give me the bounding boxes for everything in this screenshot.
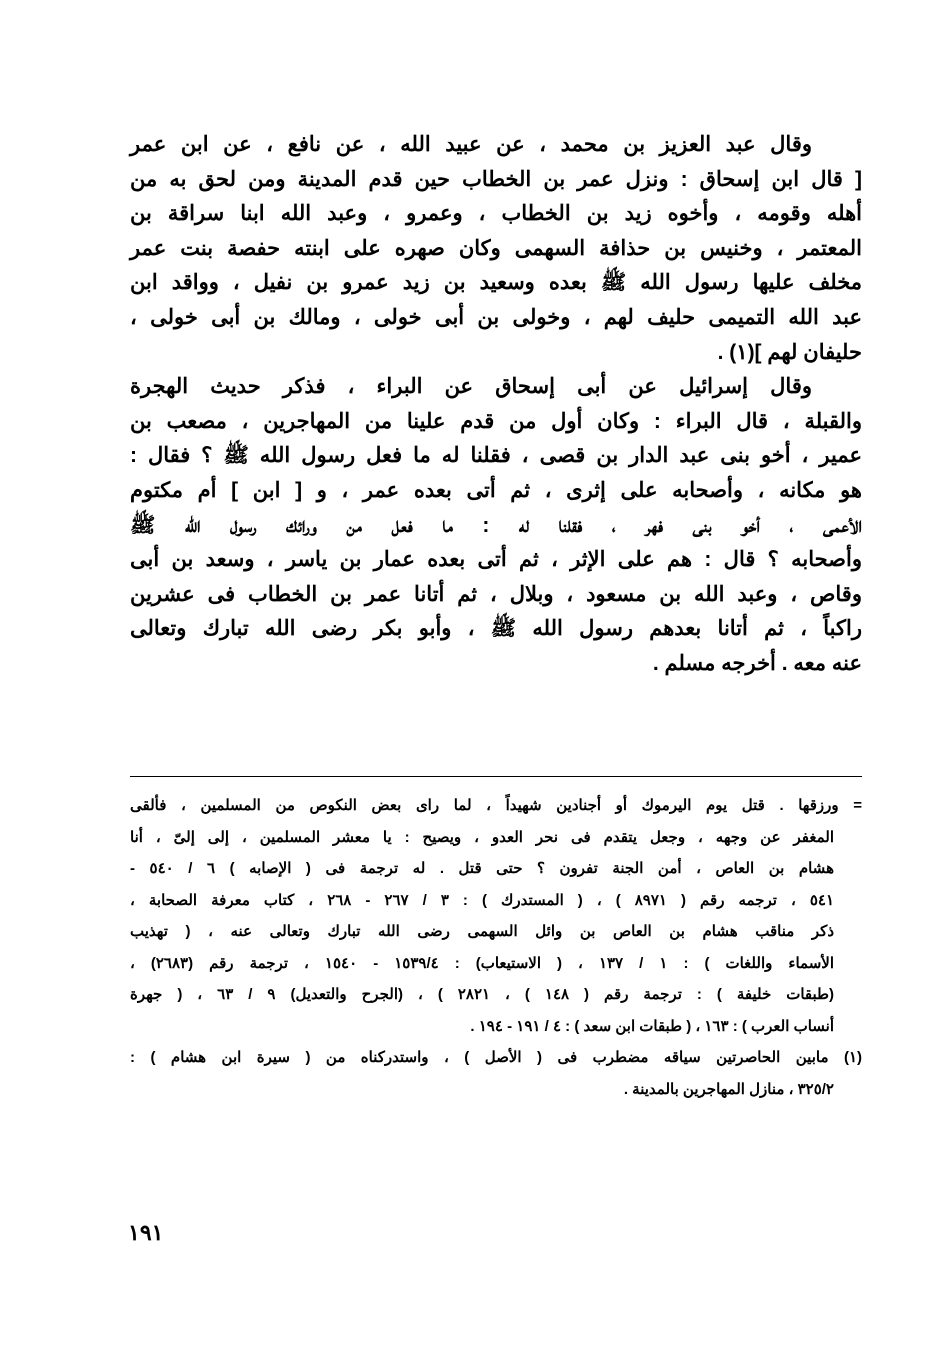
text-line: راكباً ، ثم أتانا بعدهم رسول الله ﷺ ، وأبو بكر رضى الله تبارك وتعالى	[130, 617, 862, 641]
text-line: الأعمى ، أخو بنى فهر ، فقلنا له : ما فعل من ورائك رسول الله ﷺ	[130, 513, 862, 537]
text-line: وقال عبد العزيز بن محمد ، عن عبيد الله ، عن نافع ، عن ابن عمر	[130, 133, 812, 156]
text-line: هو مكانه ، وأصحابه على إثرى ، ثم أتى بعده عمر ، و [ ابن ] أم مكتوم	[130, 478, 862, 502]
footnote-line: ٥٤١ ، ترجمه رقم ( ٨٩٧١ ) ، ( المستدرك ) : ٣ / ٢٦٧ - ٢٦٨ ، كتاب معرفة الصحابة ،	[130, 891, 834, 909]
text-line: عنه معه . أخرجه مسلم .	[652, 651, 862, 675]
footnote-line: (طبقات خليفة ) : ترجمة رقم ( ١٤٨ ) ، ٢٨٢١ ) ، (الجرح والتعديل) ٩ / ٦٣ ، ( جهرة	[130, 986, 834, 1003]
page-number: ١٩١	[128, 1220, 164, 1245]
text-line: أهله وقومه ، وأخوه زيد بن الخطاب ، وعمرو ، وعبد الله ابنا سراقة بن	[130, 202, 862, 226]
text-line: والقبلة ، قال البراء : وكان أول من قدم علينا من المهاجرين ، مصعب بن	[130, 409, 862, 433]
text-line: المعتمر ، وخنيس بن حذافة السهمى وكان صهره على ابنته حفصة بنت عمر	[130, 236, 862, 260]
footnotes	[130, 790, 862, 1105]
text-line: حليفان لهم ](١) .	[717, 340, 862, 364]
text-line: مخلف عليها رسول الله ﷺ بعده وسعيد بن زيد عمرو بن نفيل ، وواقد ابن	[130, 271, 862, 295]
footnote-separator	[130, 776, 862, 777]
footnote-line: الأسماء واللغات ) : ١ / ١٣٧ ، ( الاستيعاب) : ١٥٣٩/٤ - ١٥٤٠ ، ترجمة رقم (٢٦٨٣) ،	[130, 954, 834, 972]
text-line: [ قال ابن إسحاق : ونزل عمر بن الخطاب حين قدم المدينة ومن لحق به من	[130, 167, 862, 191]
footnote-line: أنساب العرب ) : ١٦٣ ، ( طبقات ابن سعد ) : ٤ / ١٩١ - ١٩٤ .	[470, 1017, 834, 1035]
text-line: وقال إسرائيل عن أبى إسحاق عن البراء ، فذكر حديث الهجرة	[130, 375, 812, 399]
footnote-line: المغفر عن وجهه ، وجعل يتقدم فى نحر العدو ، ويصيح : يا معشر المسلمين ، إلى إلىّ ، أنا	[130, 828, 834, 846]
footnote-line: (١) مابين الحاصرتين سياقه مضطرب فى ( الأصل ) ، واستدركناه من ( سيرة ابن هشام ) :	[130, 1049, 862, 1066]
footnote-line: ذكر مناقب هشام بن العاص بن وائل السهمى رضى الله تبارك وتعالى عنه ، ( تهذيب	[130, 923, 834, 940]
footnote-line: ٣٢٥/٢ ، منازل المهاجرين بالمدينة .	[623, 1080, 834, 1098]
text-line: وأصحابه ؟ قال : هم على الإثر ، ثم أتى بعده عمار بن ياسر ، وسعد بن أبى	[130, 548, 862, 572]
footnote-line: = ورزقها . قتل يوم اليرموك أو أجنادين شهيداً ، لما راى بعض النكوص من المسلمين ، فألقى	[130, 797, 862, 814]
main-text	[130, 128, 862, 682]
text-line: عبد الله التميمى حليف لهم ، وخولى بن أبى خولى ، ومالك بن أبى خولى ،	[130, 305, 862, 329]
footnote-line: هشام بن العاص ، أمن الجنة تفرون ؟ حتى قتل . له ترجمة فى ( الإصابه ) ٦ / ٥٤٠ -	[130, 860, 834, 877]
text-line: وقاص ، وعبد الله بن مسعود ، وبلال ، ثم أتانا عمر بن الخطاب فى عشرين	[130, 582, 862, 606]
text-line: عمير ، أخو بنى عبد الدار بن قصى ، فقلنا له ما فعل رسول الله ﷺ ؟ فقال :	[130, 444, 862, 468]
